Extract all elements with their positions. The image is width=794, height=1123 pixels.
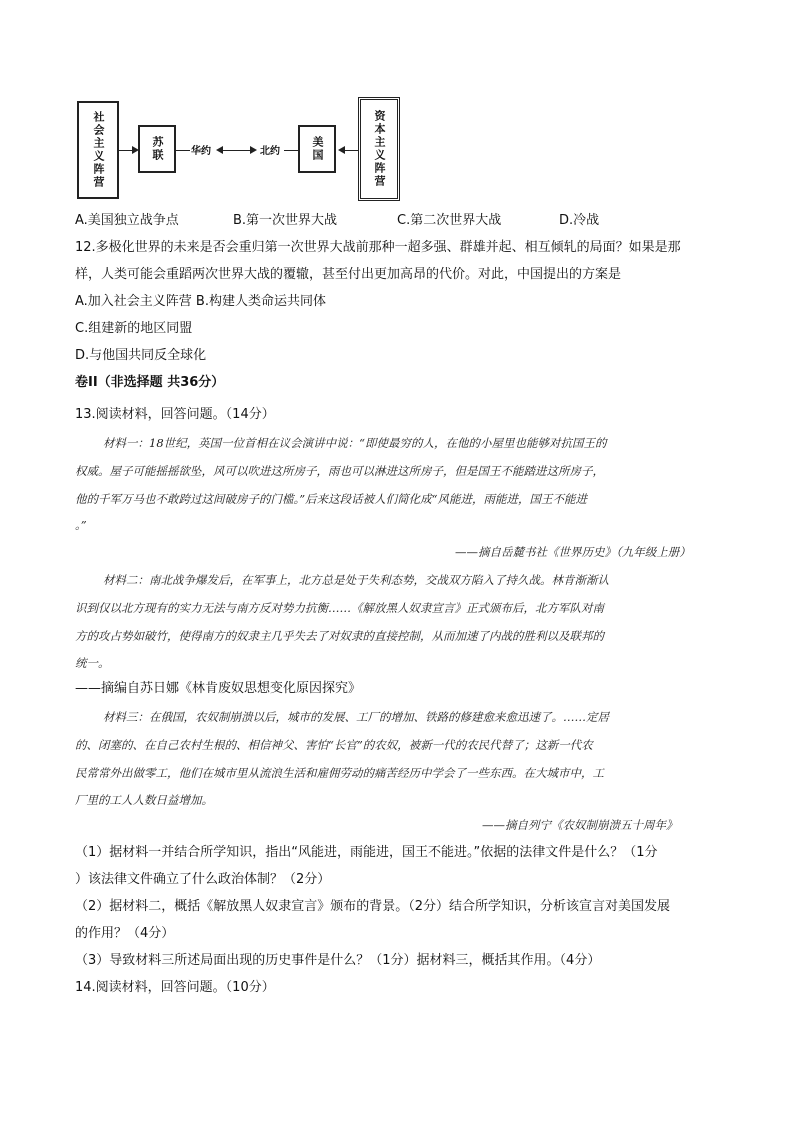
option-c: C.第二次世界大战: [397, 213, 502, 228]
q13-sub2-line: （2）据材料二，概括《解放黑人奴隶宣言》颁布的背景。（2分）结合所学知识，分析该宣言对美国发展: [75, 899, 671, 914]
socialist-camp-label: 社会主义阵营: [92, 111, 105, 189]
q12-text-line: 12.多极化世界的未来是否会重归第一次世界大战前那种一超多强、群雄并起、相互倾轧的局面？如果是那: [75, 240, 681, 255]
material-2-line: 识到仅以北方现有的实力无法与南方反对势力抗衡……《解放黑人奴隶宣言》正式颁布后，北方军队对南: [75, 601, 604, 615]
usa-box: [298, 125, 336, 173]
nato-label: 北约: [260, 146, 280, 157]
q12-text-line: 样，人类可能会重蹈两次世界大战的覆辙，甚至付出更加高昂的代价。对此，中国提出的方案是: [75, 267, 622, 282]
capitalist-camp-label: 资本主义阵营: [373, 110, 386, 188]
connector-line: [176, 150, 190, 151]
arrow-right-icon: [250, 146, 257, 154]
connector-line: [220, 150, 252, 151]
connector-line: [284, 150, 298, 151]
material-2-line: 统一。: [75, 656, 110, 670]
q13-header: 13.阅读材料，回答问题。（14分）: [75, 407, 275, 422]
capitalist-camp-box: [358, 97, 400, 201]
material-3-line: 民常常外出做零工，他们在城市里从流浪生活和雇佣劳动的痛苦经历中学会了一些东西。在大城市中，工: [75, 766, 604, 780]
material-3-line: 的、闭塞的、在自己农村生根的、相信神父、害怕“长官”的农奴，被新一代的农民代替了；这新一代农: [75, 738, 593, 752]
q14-header: 14.阅读材料，回答问题。（10分）: [75, 980, 275, 995]
warsaw-pact-label: 华约: [191, 146, 211, 157]
material-1-line: 。”: [75, 518, 87, 532]
material-1-source: ——摘自岳麓书社《世界历史》（九年级上册）: [455, 545, 691, 559]
option-b: B.第一次世界大战: [233, 213, 338, 228]
option-d: D.冷战: [559, 213, 600, 228]
section-title: 卷II（非选择题 共36分）: [75, 375, 225, 390]
socialist-camp-box: [77, 101, 119, 199]
q13-sub1-line: ）该法律文件确立了什么政治体制？（2分）: [75, 872, 331, 887]
ussr-box: [138, 125, 176, 173]
material-1-line: 权威。屋子可能摇摇欲坠，风可以吹进这所房子，雨也可以淋进这所房子，但是国王不能踏进这所房子，: [75, 464, 604, 478]
material-1-line: 材料一：18世纪，英国一位首相在议会演讲中说：“即使最穷的人，在他的小屋里也能够对抗国王的: [103, 436, 607, 450]
q12-option-c: C.组建新的地区同盟: [75, 321, 193, 336]
cold-war-diagram: [70, 95, 400, 205]
option-a: A.美国独立战争点: [75, 213, 179, 228]
material-2-line: 方的攻占势如破竹，使得南方的奴隶主几乎失去了对奴隶的直接控制，从而加速了内战的胜利以及联邦的: [75, 629, 604, 643]
material-1-line: 他的千军万马也不敢跨过这间破房子的门槛。”后来这段话被人们简化成“风能进，雨能进，国王不能进: [75, 492, 588, 506]
ussr-label: 苏联: [151, 136, 164, 162]
material-3-source: ——摘自列宁《农奴制崩溃五十周年》: [482, 818, 678, 832]
material-3-line: 厂里的工人人数日益增加。: [75, 793, 213, 807]
q13-sub3-line: （3）导致材料三所述局面出现的历史事件是什么？（1分）据材料三，概括其作用。（4分）: [75, 953, 601, 968]
q13-sub1-line: （1）据材料一并结合所学知识，指出“风能进，雨能进，国王不能进。”依据的法律文件是什么？（1分: [75, 845, 658, 860]
q13-sub2-line: 的作用？（4分）: [75, 926, 175, 941]
material-2-line: 材料二：南北战争爆发后，在军事上，北方总是处于失利态势，交战双方陷入了持久战。林肯渐渐认: [103, 573, 609, 587]
usa-label: 美国: [311, 136, 324, 162]
q12-option-ab: A.加入社会主义阵营 B.构建人类命运共同体: [75, 294, 326, 309]
material-2-source: ——摘编自苏日娜《林肯废奴思想变化原因探究》: [75, 681, 362, 696]
connector-line: [342, 150, 358, 151]
q12-option-d: D.与他国共同反全球化: [75, 348, 207, 363]
material-3-line: 材料三：在俄国，农奴制崩溃以后，城市的发展、工厂的增加、铁路的修建愈来愈迅速了。……定居: [103, 710, 609, 724]
